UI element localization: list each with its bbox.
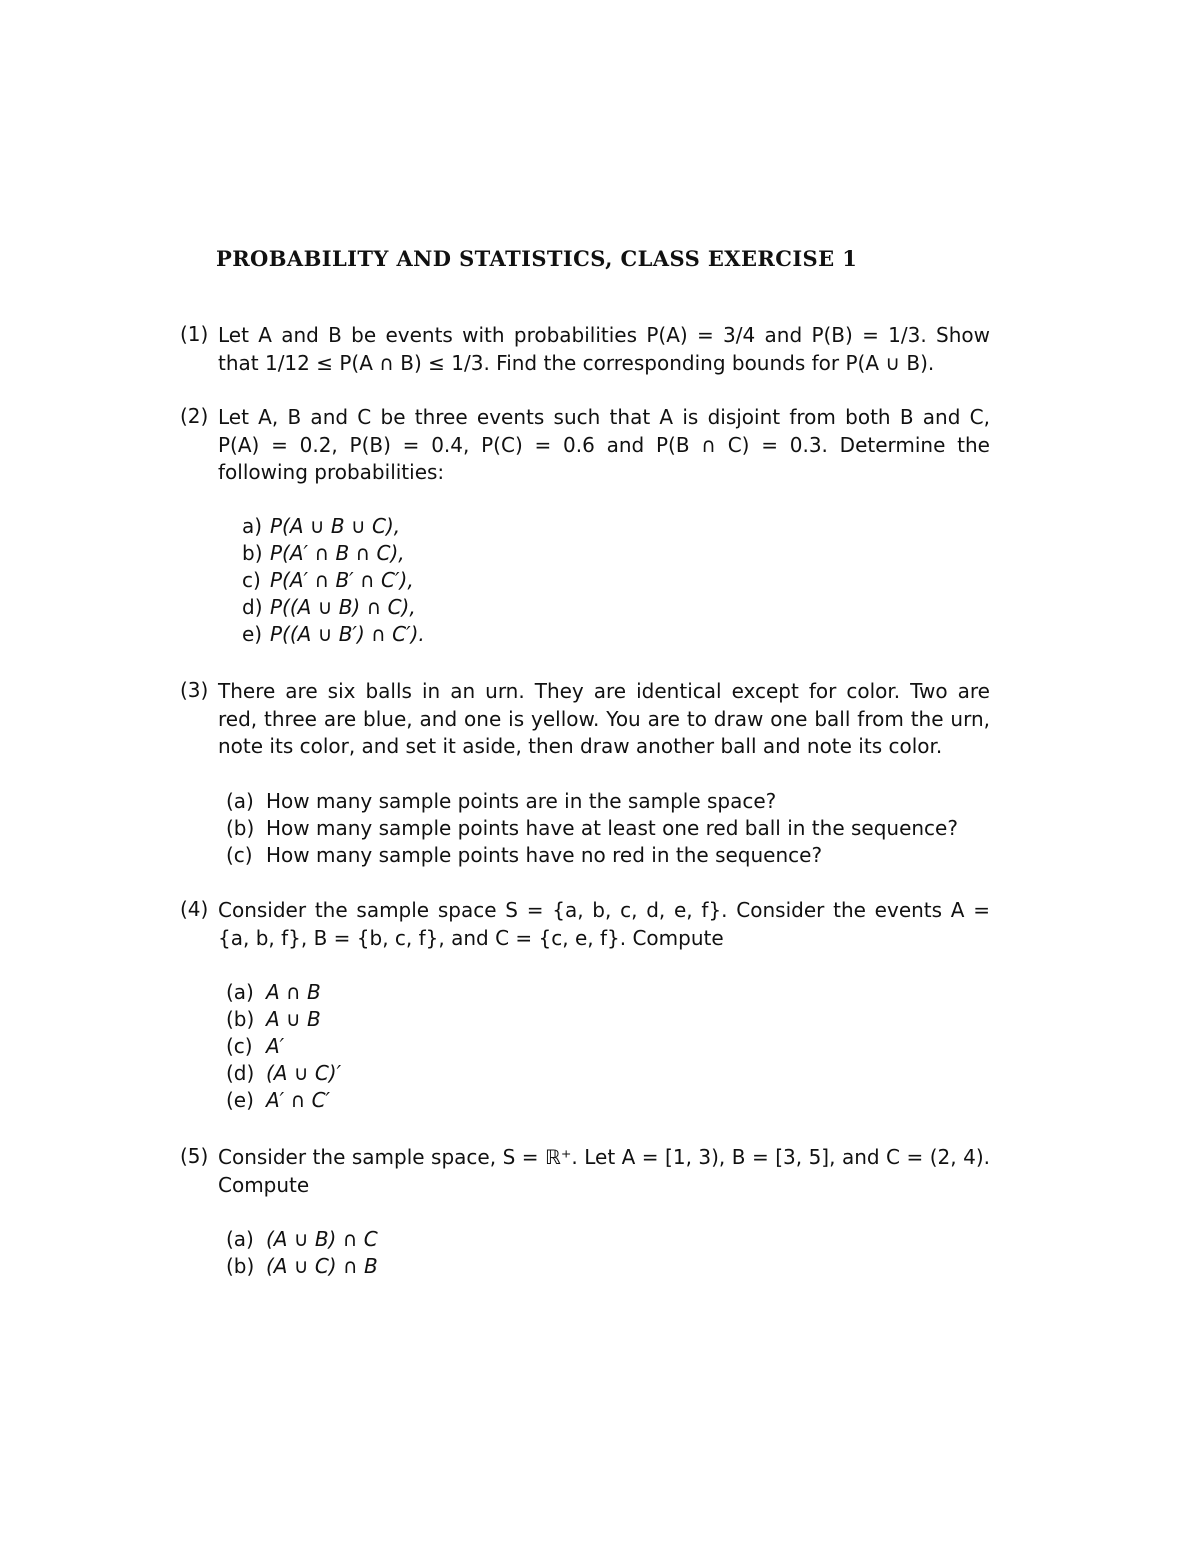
sub-part-label: (c) [226, 843, 253, 867]
sub-part-label: e) [242, 622, 263, 646]
problem-number: (4) [180, 897, 209, 921]
sub-part-text: A′ [266, 1034, 285, 1058]
problem-number: (2) [180, 404, 209, 428]
problem-line: following probabilities: [218, 460, 445, 484]
sub-part-text: A′ ∩ C′ [266, 1088, 331, 1112]
sub-part-text: P((A ∪ B) ∩ C), [270, 595, 416, 619]
sub-part-text: How many sample points are in the sample space? [266, 789, 777, 813]
problem-line: red, three are blue, and one is yellow. You are to draw one ball from the urn, [218, 706, 990, 731]
sub-part-text: How many sample points have no red in the sequence? [266, 843, 823, 867]
problem-text [218, 322, 990, 377]
sub-part-text: P(A′ ∩ B ∩ C), [270, 541, 405, 565]
problem-line: Let A, B and C be three events such that A is disjoint from both B and C, [218, 405, 990, 429]
problem-line: There are six balls in an urn. They are identical except for color. Two are [218, 679, 990, 703]
document-title: PROBABILITY AND STATISTICS, CLASS EXERCISE 1 [216, 246, 858, 271]
sub-part-label: d) [242, 595, 263, 619]
sub-part-label: (a) [226, 1227, 254, 1251]
problem-line: Compute [218, 1172, 310, 1197]
sub-part-label: (b) [226, 816, 255, 840]
sub-part-text: (A ∪ B) ∩ C [266, 1227, 378, 1251]
sub-part-label: c) [242, 568, 261, 592]
sub-part-text: A ∩ B [266, 980, 321, 1004]
problem-number: (1) [180, 322, 209, 346]
problem-line: that 1/12 ≤ P(A ∩ B) ≤ 1/3. Find the corresponding bounds for P(A ∪ B). [218, 350, 935, 375]
problem-text [218, 1144, 990, 1199]
sub-part-label: (d) [226, 1061, 255, 1085]
sub-part-text: A ∪ B [266, 1007, 321, 1031]
problem-line: P(A) = 0.2, P(B) = 0.4, P(C) = 0.6 and P(B ∩ C) = 0.3. Determine the [218, 432, 990, 457]
sub-part-label: (e) [226, 1088, 254, 1112]
problem-text [218, 404, 990, 487]
sub-part-text: How many sample points have at least one red ball in the sequence? [266, 816, 958, 840]
sub-part-text: P(A ∪ B ∪ C), [270, 514, 401, 538]
problem-text [218, 678, 990, 761]
problem-number: (3) [180, 678, 209, 702]
sub-part-label: b) [242, 541, 263, 565]
sub-part-label: a) [242, 514, 263, 538]
problem-line: Consider the sample space S = {a, b, c, d, e, f}. Consider the events A = [218, 898, 990, 922]
problem-text [218, 897, 990, 952]
problem-line: {a, b, f}, B = {b, c, f}, and C = {c, e, f}. Compute [218, 925, 724, 950]
sub-part-label: (a) [226, 980, 254, 1004]
problem-line: Let A and B be events with probabilities P(A) = 3/4 and P(B) = 1/3. Show [218, 323, 990, 347]
problem-line: Consider the sample space, S = ℝ⁺. Let A = [1, 3), B = [3, 5], and C = (2, 4). [218, 1145, 990, 1169]
sub-part-text: P(A′ ∩ B′ ∩ C′), [270, 568, 414, 592]
sub-part-text: P((A ∪ B′) ∩ C′). [270, 622, 425, 646]
sub-part-label: (b) [226, 1007, 255, 1031]
problem-line: note its color, and set it aside, then draw another ball and note its color. [218, 734, 943, 758]
sub-part-text: (A ∪ C) ∩ B [266, 1254, 378, 1278]
sub-part-label: (c) [226, 1034, 253, 1058]
problem-number: (5) [180, 1144, 209, 1168]
sub-part-text: (A ∪ C)′ [266, 1061, 342, 1085]
sub-part-label: (b) [226, 1254, 255, 1278]
sub-part-label: (a) [226, 789, 254, 813]
